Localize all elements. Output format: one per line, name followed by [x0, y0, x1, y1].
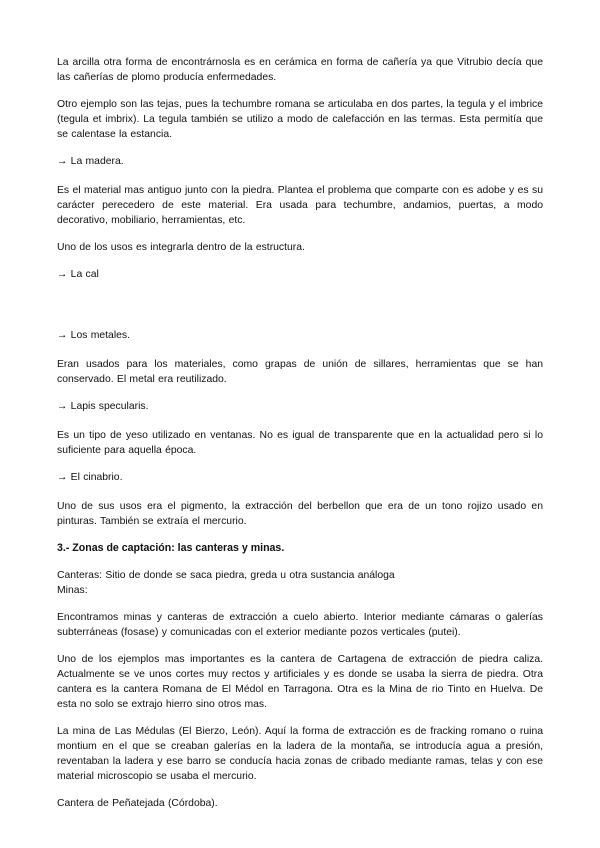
- paragraph-cinabrio: Uno de sus usos era el pigmento, la extracción del berbellon que era de un tono rojizo usado en pinturas. También se extraía el mercurio.: [57, 501, 543, 527]
- paragraph-madera: Es el material mas antiguo junto con la piedra. Plantea el problema que comparte con es adobe y es su carácter perecedero de este material. Era usada para techumbre, andamios, puertas, a modo decorativo, mobiliario, herramientas, etc.: [57, 185, 543, 226]
- subheading-madera: → La madera.: [57, 156, 124, 167]
- paragraph-usos-madera: Uno de los usos es integrarla dentro de la estructura.: [57, 242, 305, 253]
- section-heading-zonas: 3.- Zonas de captación: las canteras y minas.: [57, 542, 285, 554]
- paragraph-extraccion: Encontramos minas y canteras de extracción a cuelo abierto. Interior mediante cámaras o galerías subterráneas (fosase) y comunicadas con el exterior mediante pozos verticales (putei).: [57, 612, 543, 638]
- paragraph-arcilla: La arcilla otra forma de encontrárnosla es en cerámica en forma de cañería ya que Vitrubio decía que las cañerías de plomo producía enfermedades.: [57, 57, 543, 83]
- subheading-metales: → Los metales.: [57, 330, 130, 341]
- paragraph-penatejada: Cantera de Peñatejada (Córdoba).: [57, 798, 218, 809]
- subheading-cal: → La cal: [57, 269, 99, 280]
- definition-canteras: Canteras: Sitio de donde se saca piedra, greda u otra sustancia análoga: [57, 570, 395, 581]
- definition-block: [57, 568, 543, 598]
- subheading-lapis: → Lapis specularis.: [57, 401, 149, 412]
- paragraph-medulas: La mina de Las Médulas (El Bierzo, León). Aquí la forma de extracción es de fracking romano o ruina montium en el que se creaban galerías en la ladera de la montaña, se introducía agua a presión, reventaban la ladera y ese barro se conducía hacia zonas de cribado mediante ramas, telas y con ese material microscopio se usaba el mercurio.: [57, 726, 543, 782]
- paragraph-lapis: Es un tipo de yeso utilizado en ventanas. No es igual de transparente que en la actualidad pero si lo suficiente para aquella época.: [57, 430, 543, 456]
- definition-minas: Minas:: [57, 585, 88, 596]
- subheading-cinabrio: → El cinabrio.: [57, 472, 123, 483]
- blank-space: [57, 296, 543, 328]
- paragraph-tejas: Otro ejemplo son las tejas, pues la techumbre romana se articulaba en dos partes, la tegula y el imbrice (tegula et imbrix). La tegula también se utilizo a modo de calefacción en las termas. Esta permitía que se calentase la estancia.: [57, 99, 543, 140]
- paragraph-ejemplos: Uno de los ejemplos mas importantes es la cantera de Cartagena de extracción de piedra caliza. Actualmente se ve unos cortes muy rectos y artificiales y es donde se usaba la sierra de piedra. Otra cantera es la cantera Romana de El Médol en Tarragona. Otra es la Mina de rio Tinto en Huelva. De esta no solo se extrajo hierro sino otros mas.: [57, 654, 543, 710]
- document-page: [57, 55, 543, 823]
- paragraph-metales: Eran usados para los materiales, como grapas de unión de sillares, herramientas que se han conservado. El metal era reutilizado.: [57, 359, 543, 385]
